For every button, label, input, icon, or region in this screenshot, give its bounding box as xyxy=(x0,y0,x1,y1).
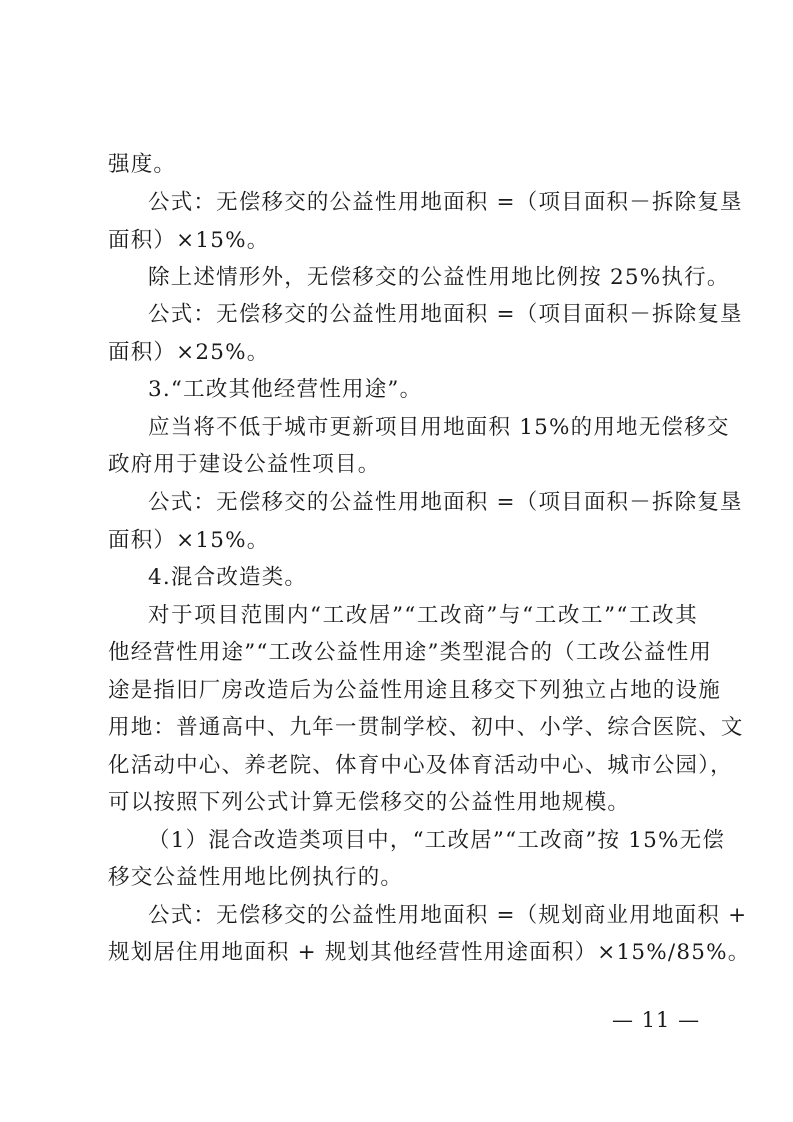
text-line-2: 公式：无偿移交的公益性用地面积 =（项目面积－拆除复垦 xyxy=(148,190,743,215)
text-line-9: 政府用于建设公益性项目。 xyxy=(108,452,381,477)
text-line-5: 公式：无偿移交的公益性用地面积 =（项目面积－拆除复垦 xyxy=(148,302,743,327)
text-line-17: 化活动中心、养老院、体育中心及体育活动中心、城市公园）， xyxy=(108,753,733,778)
text-line-15: 途是指旧厂房改造后为公益性用途且移交下列独立占地的设施 xyxy=(108,678,721,703)
section-heading-4: 4.混合改造类。 xyxy=(148,565,308,590)
page-number: — 11 — xyxy=(612,1008,701,1032)
text-line-11: 面积）×15%。 xyxy=(108,528,270,553)
text-line-8: 应当将不低于城市更新项目用地面积 15%的用地无偿移交 xyxy=(148,415,730,440)
text-line-19: （1）混合改造类项目中，“工改居”“工改商”按 15%无偿 xyxy=(148,828,726,853)
text-line-21: 公式：无偿移交的公益性用地面积 =（规划商业用地面积 + xyxy=(148,903,748,928)
text-line-10: 公式：无偿移交的公益性用地面积 =（项目面积－拆除复垦 xyxy=(148,490,743,515)
text-line-16: 用地：普通高中、九年一贯制学校、初中、小学、综合医院、文 xyxy=(108,715,744,740)
text-line-22: 规划居住用地面积 + 规划其他经营性用途面积）×15%/85%。 xyxy=(108,940,751,965)
text-line-13: 对于项目范围内“工改居”“工改商”与“工改工”“工改其 xyxy=(148,603,698,628)
text-line-4: 除上述情形外，无偿移交的公益性用地比例按 25%执行。 xyxy=(148,265,730,290)
text-line-20: 移交公益性用地比例执行的。 xyxy=(108,865,404,890)
text-line-18: 可以按照下列公式计算无偿移交的公益性用地规模。 xyxy=(108,790,631,815)
text-line-6: 面积）×25%。 xyxy=(108,340,270,365)
text-line-1: 强度。 xyxy=(108,152,177,177)
section-heading-3: 3.“工改其他经营性用途”。 xyxy=(148,377,423,402)
text-line-3: 面积）×15%。 xyxy=(108,228,270,253)
text-line-14: 他经营性用途”“工改公益性用途”类型混合的（工改公益性用 xyxy=(108,640,713,665)
